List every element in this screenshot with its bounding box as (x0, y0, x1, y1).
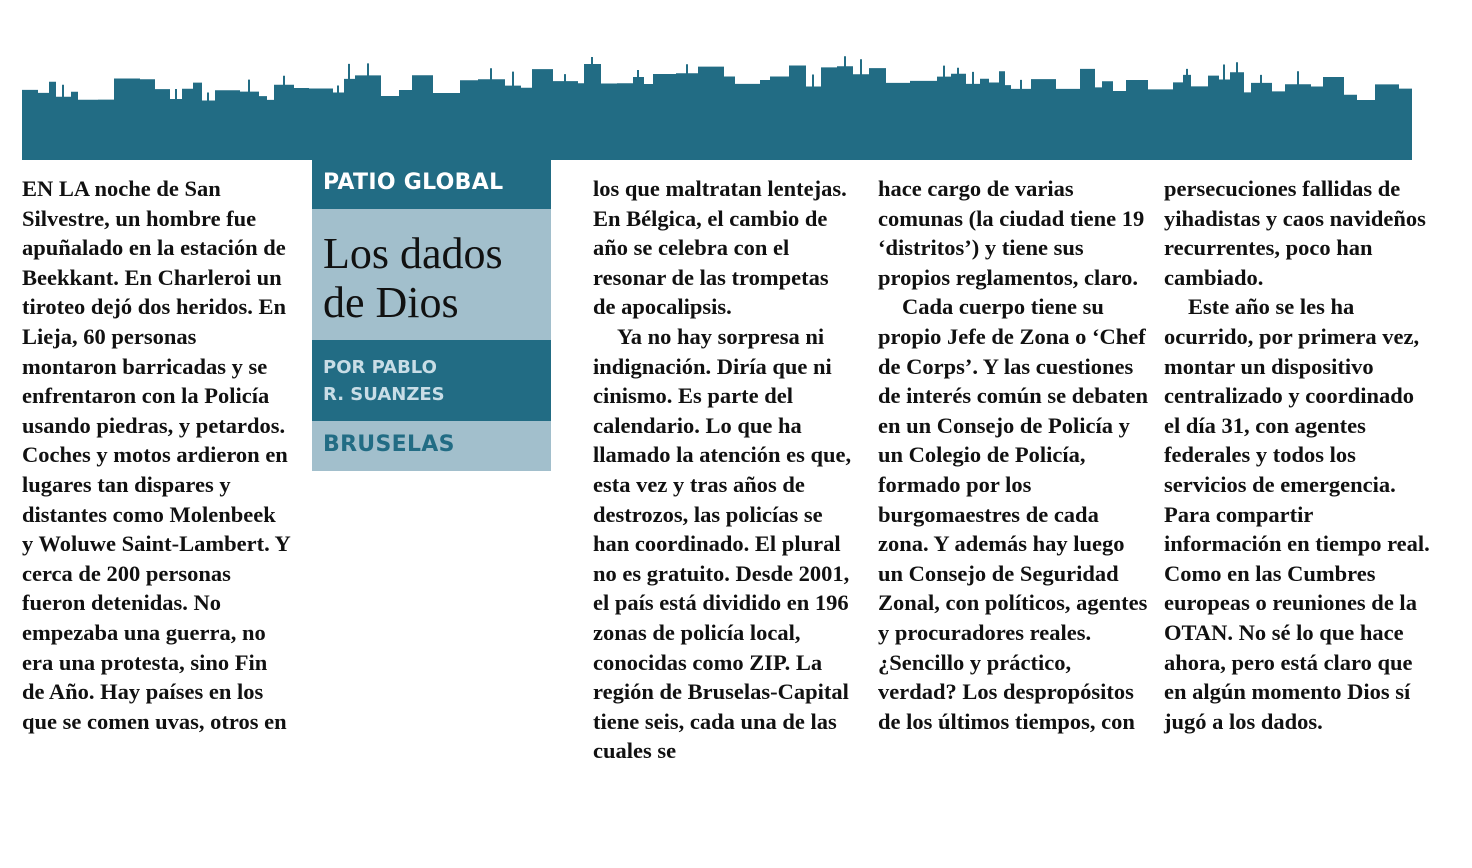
skyline-silhouette (22, 56, 1412, 126)
article-header-box (312, 160, 551, 471)
article-paragraph: persecuciones fallidas de yihadistas y caos navideños recurrentes, poco han cambiado. (1164, 176, 1426, 290)
dateline-place: BRUSELAS (312, 421, 551, 471)
section-kicker: PATIO GLOBAL (312, 160, 551, 209)
article-paragraph: Cada cuerpo tiene su propio Jefe de Zona o ‘Chef de Corps’. Y las cuestiones de interés común se debaten en un Consejo de Policía y un Colegio de Policía, formado por los burgomaestres de cada zona. Y además hay luego un Consejo de Seguridad Zonal, con políticos, agentes y procuradores reales. ¿Sencillo y práctico, verdad? Los despropósitos de los últimos tiempos, con (878, 294, 1148, 734)
byline-line: POR PABLO (323, 357, 437, 378)
article-column-1 (22, 174, 292, 736)
article-title (312, 209, 551, 340)
article-paragraph: Ya no hay sorpresa ni indignación. Diría que ni cinismo. Es parte del calendario. Lo que ha llamado la atención es que, esta vez y tras años de destrozos, las policías se han coordinado. El plural no es gratuito. Desde 2001, el país está dividido en 196 zonas de policía local, conocidas como ZIP. La región de Bruselas-Capital tiene seis, cada una de las cuales se (593, 323, 852, 764)
article-paragraph: hace cargo de varias comunas (la ciudad tiene 19 ‘distritos’) y tiene sus propios reglamentos, claro. (878, 176, 1145, 290)
article-column-5 (1164, 174, 1434, 736)
header-band (22, 124, 1412, 160)
article-title-line: Los dados (323, 229, 503, 278)
author-byline (312, 340, 551, 421)
skyline-header (22, 36, 1412, 160)
article-title-line: de Dios (323, 278, 459, 327)
article-column-4 (878, 174, 1148, 736)
article-paragraph: Este año se les ha ocurrido, por primera vez, montar un dispositivo centralizado y coordinado el día 31, con agentes federales y todos los servicios de emergencia. Para compartir información en tiempo real. Como en las Cumbres europeas o reuniones de la OTAN. No sé lo que hace ahora, pero está claro que en algún momento Dios sí jugó a los dados. (1164, 294, 1430, 734)
city-skyline-illustration (22, 36, 1412, 160)
article-paragraph: los que maltratan lentejas. En Bélgica, el cambio de año se celebra con el resonar de las trompetas de apocalipsis. (593, 176, 847, 320)
byline-line: R. SUANZES (323, 384, 445, 405)
article-paragraph: EN LA noche de San Silvestre, un hombre fue apuñalado en la estación de Beekkant. En Charleroi un tiroteo dejó dos heridos. En Lieja, 60 personas montaron barricadas y se enfrentaron con la Policía usando piedras, y petardos. Coches y motos ardieron en lugares tan dispares y distantes como Molenbeek y Woluwe Saint-Lambert. Y cerca de 200 personas fueron detenidas. No empezaba una guerra, no era una protesta, sino Fin de Año. Hay países en los que se comen uvas, otros en (22, 176, 290, 734)
article-column-3 (593, 174, 853, 766)
